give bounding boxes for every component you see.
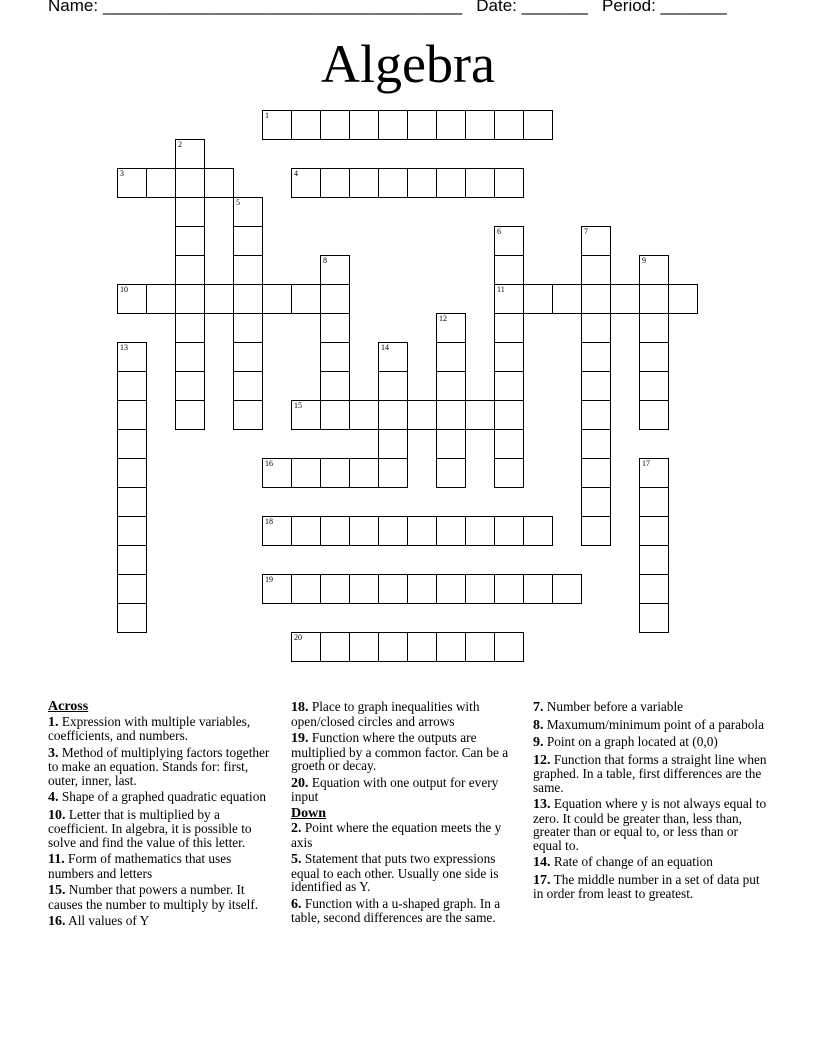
crossword-cell[interactable] [552,574,582,604]
crossword-cell[interactable] [494,110,524,140]
crossword-cell[interactable] [320,110,350,140]
clue-text: Function where the outputs are multiplied by a common factor. Can be a groeth or decay. [291,730,509,773]
down-clue [291,821,521,849]
crossword-cell[interactable] [639,371,669,401]
clue-text: Point where the equation meets the y axis [291,820,502,850]
clues-column-1 [48,700,280,932]
clue-number-label: 7. [533,700,544,715]
crossword-cell[interactable] [494,574,524,604]
clue-number: 4 [294,169,298,178]
date-label: Date: [476,0,517,15]
crossword-cell[interactable] [262,284,292,314]
crossword-cell[interactable] [320,371,350,401]
crossword-cell[interactable] [407,110,437,140]
down-clue [533,797,769,852]
crossword-cell[interactable] [117,545,147,575]
crossword-cell[interactable] [146,284,176,314]
crossword-cell[interactable] [378,458,408,488]
clue-text: Method of multiplying factors together to make an equation. Stands for: first, outer, inner, last. [48,744,270,788]
clue-text: Form of mathematics that uses numbers and letters [48,851,232,881]
clue-number: 16 [265,459,273,468]
crossword-cell[interactable] [175,342,205,372]
crossword-cell[interactable] [291,284,321,314]
clue-number-label: 3. [48,745,59,761]
crossword-cell[interactable] [639,458,669,488]
crossword-cell[interactable] [117,284,147,314]
crossword-cell[interactable] [349,574,379,604]
crossword-cell[interactable] [610,284,640,314]
clue-number: 19 [265,575,273,584]
clue-text: Expression with multiple variables, coefficients, and numbers. [48,713,251,743]
crossword-cell[interactable] [465,168,495,198]
clue-section-heading: Across [48,699,89,714]
crossword-cell[interactable] [436,110,466,140]
crossword-cell[interactable] [639,313,669,343]
crossword-cell[interactable] [233,342,263,372]
clue-number: 5 [236,198,240,207]
across-clue [48,808,280,850]
crossword-cell[interactable] [117,487,147,517]
down-clue [533,855,769,870]
clue-number-label: 18. [291,700,309,715]
crossword-cell[interactable] [233,371,263,401]
crossword-cell[interactable] [175,284,205,314]
crossword-cell[interactable] [436,458,466,488]
across-clue [48,715,280,743]
clue-number-label: 5. [291,852,302,867]
clue-number-label: 11. [48,852,65,867]
clue-number: 1 [265,111,269,120]
clue-number: 13 [120,343,128,352]
clue-number: 11 [497,285,505,294]
clue-text: Rate of change of an equation [550,854,713,869]
crossword-cell[interactable] [320,458,350,488]
crossword-cell[interactable] [436,168,466,198]
crossword-cell[interactable] [117,371,147,401]
crossword-cell[interactable] [233,313,263,343]
crossword-cell[interactable] [320,574,350,604]
clue-text: Equation where y is not always equal to zero. It could be greater than, less than, greater than or equal to, or less than or equal to. [533,796,767,853]
crossword-cell[interactable] [349,168,379,198]
clue-number: 8 [323,256,327,265]
crossword-cell[interactable] [117,458,147,488]
crossword-cell[interactable] [639,574,669,604]
crossword-cell[interactable] [465,632,495,662]
crossword-cell[interactable] [639,400,669,430]
clue-number: 10 [120,285,128,294]
crossword-cell[interactable] [262,516,292,546]
crossword-cell[interactable] [407,632,437,662]
crossword-cell[interactable] [349,516,379,546]
crossword-cell[interactable] [175,197,205,227]
clue-number: 3 [120,169,124,178]
crossword-cell[interactable] [378,400,408,430]
clue-text: Number that powers a number. It causes the number to multiply by itself. [48,882,259,912]
crossword-cell[interactable] [436,371,466,401]
clue-number: 6 [497,227,501,236]
down-clue [533,753,769,795]
across-clue [48,914,280,929]
clue-number-label: 19. [291,731,309,746]
crossword-cell[interactable] [117,400,147,430]
crossword-cell[interactable] [407,574,437,604]
crossword-cell[interactable] [349,632,379,662]
crossword-cell[interactable] [349,400,379,430]
crossword-cell[interactable] [291,458,321,488]
crossword-cell[interactable] [117,168,147,198]
crossword-cell[interactable] [204,168,234,198]
crossword-cell[interactable] [494,342,524,372]
crossword-cell[interactable] [436,516,466,546]
crossword-cell[interactable] [320,516,350,546]
down-clue [533,700,769,715]
crossword-cell[interactable] [465,400,495,430]
crossword-cell[interactable] [117,342,147,372]
crossword-cell[interactable] [523,110,553,140]
crossword-cell[interactable] [320,255,350,285]
clue-text: Number before a variable [543,699,684,714]
crossword-cell[interactable] [639,284,669,314]
crossword-cell[interactable] [146,168,176,198]
crossword-cell[interactable] [349,458,379,488]
crossword-cell[interactable] [349,110,379,140]
clue-number-label: 1. [48,714,59,730]
crossword-cell[interactable] [494,313,524,343]
crossword-cell[interactable] [494,284,524,314]
clue-number-label: 12. [533,752,551,768]
crossword-cell[interactable] [175,168,205,198]
name-label: Name: [48,0,99,15]
across-clue [48,883,280,911]
period-blank[interactable]: _______ [660,0,727,15]
crossword-cell[interactable] [639,342,669,372]
page-title: Algebra [321,34,495,94]
crossword-cell[interactable] [668,284,698,314]
clue-text: Function that forms a straight line when graphed. In a table, first differences are the same. [533,751,767,795]
crossword-cell[interactable] [320,313,350,343]
crossword-cell[interactable] [117,574,147,604]
clue-number: 18 [265,517,273,526]
crossword-cell[interactable] [639,603,669,633]
crossword-cell[interactable] [291,400,321,430]
clue-section-heading: Down [291,805,327,821]
across-clue [291,700,521,728]
clue-number: 17 [642,459,650,468]
clues-column-3 [533,700,769,904]
crossword-cell[interactable] [233,226,263,256]
crossword-cell[interactable] [320,400,350,430]
clue-number-label: 16. [48,914,66,929]
crossword-cell[interactable] [378,429,408,459]
crossword-cell[interactable] [494,255,524,285]
crossword-cell[interactable] [291,516,321,546]
clue-text: The middle number in a set of data put in order from least to greatest. [533,871,760,901]
name-blank[interactable]: ______________________________________ [102,0,463,15]
crossword-cell[interactable] [117,516,147,546]
clue-number-label: 17. [533,872,551,888]
across-clue [291,776,521,804]
crossword-cell[interactable] [378,574,408,604]
clue-text: Statement that puts two expressions equal to each other. Usually one side is identified as Y. [291,851,499,894]
crossword-cell[interactable] [581,371,611,401]
crossword-cell[interactable] [291,168,321,198]
crossword-cell[interactable] [436,632,466,662]
down-clue [533,873,769,901]
crossword-cell[interactable] [117,429,147,459]
crossword-cell[interactable] [639,516,669,546]
crossword-cell[interactable] [407,168,437,198]
across-clue [48,790,280,805]
crossword-cell[interactable] [291,110,321,140]
clue-text: Point on a graph located at (0,0) [543,734,718,749]
clue-number-label: 4. [48,790,59,805]
crossword-cell[interactable] [378,168,408,198]
crossword-cell[interactable] [378,516,408,546]
crossword-cell[interactable] [407,400,437,430]
crossword-cell[interactable] [378,342,408,372]
crossword-cell[interactable] [639,545,669,575]
crossword-cell[interactable] [175,371,205,401]
crossword-cell[interactable] [436,429,466,459]
crossword-cell[interactable] [320,342,350,372]
crossword-cell[interactable] [465,110,495,140]
clue-text: Equation with one output for every input [291,774,499,804]
crossword-cell[interactable] [639,487,669,517]
crossword-cell[interactable] [581,226,611,256]
clue-number-label: 14. [533,855,551,870]
crossword-cell[interactable] [117,603,147,633]
crossword-cell[interactable] [581,429,611,459]
crossword-cell[interactable] [523,284,553,314]
crossword-cell[interactable] [262,110,292,140]
crossword-cell[interactable] [204,284,234,314]
crossword-cell[interactable] [233,284,263,314]
crossword-cell[interactable] [436,400,466,430]
clue-number-label: 20. [291,775,309,791]
crossword-cell[interactable] [581,284,611,314]
clue-text: All values of Y [65,913,150,928]
crossword-cell[interactable] [581,458,611,488]
crossword-cell[interactable] [581,400,611,430]
crossword-cell[interactable] [233,255,263,285]
clue-number-label: 15. [48,883,66,898]
clue-number: 14 [381,343,389,352]
crossword-cell[interactable] [552,284,582,314]
clue-number-label: 6. [291,896,302,912]
clue-number: 12 [439,314,447,323]
down-clue [291,897,521,925]
crossword-cell[interactable] [320,284,350,314]
clue-number: 7 [584,227,588,236]
crossword-cell[interactable] [494,226,524,256]
crossword-cell[interactable] [581,313,611,343]
crossword-cell[interactable] [436,313,466,343]
clue-number: 9 [642,256,646,265]
clue-number: 20 [294,633,302,642]
crossword-cell[interactable] [436,342,466,372]
clue-text: Shape of a graphed quadratic equation [58,789,266,804]
crossword-cell[interactable] [494,458,524,488]
down-clue [291,852,521,894]
crossword-cell[interactable] [494,429,524,459]
clue-number: 2 [178,140,182,149]
clue-number-label: 2. [291,821,302,836]
crossword-cell[interactable] [523,574,553,604]
date-blank[interactable]: _______ [521,0,588,15]
clue-number-label: 13. [533,797,551,812]
crossword-cell[interactable] [233,197,263,227]
crossword-cell[interactable] [523,516,553,546]
clue-number-label: 8. [533,717,544,733]
crossword-cell[interactable] [175,226,205,256]
crossword-cell[interactable] [494,400,524,430]
crossword-cell[interactable] [175,400,205,430]
clues-column-2 [291,700,521,928]
crossword-cell[interactable] [581,516,611,546]
crossword-cell[interactable] [639,255,669,285]
crossword-cell[interactable] [378,371,408,401]
crossword-cell[interactable] [262,458,292,488]
crossword-cell[interactable] [320,632,350,662]
crossword-cell[interactable] [175,255,205,285]
crossword-cell[interactable] [378,110,408,140]
crossword-cell[interactable] [175,139,205,169]
crossword-cell[interactable] [436,574,466,604]
clue-number-label: 10. [48,807,66,823]
clue-text: Function with a u-shaped graph. In a table, second differences are the same. [291,895,501,925]
crossword-cell[interactable] [465,516,495,546]
clue-number-label: 9. [533,735,544,750]
crossword-cell[interactable] [465,574,495,604]
down-clue [533,735,769,750]
crossword-cell[interactable] [407,516,437,546]
clue-text: Letter that is multiplied by a coefficient. In algebra, it is possible to solve and find the value of this letter. [48,806,252,850]
crossword-cell[interactable] [494,632,524,662]
down-clue [533,718,769,733]
crossword-cell[interactable] [291,574,321,604]
crossword-cell[interactable] [494,168,524,198]
crossword-cell[interactable] [581,342,611,372]
crossword-cell[interactable] [175,313,205,343]
student-info-header [48,0,727,16]
across-clue [291,731,521,773]
period-label: Period: [602,0,656,15]
crossword-cell[interactable] [262,574,292,604]
crossword-cell[interactable] [378,632,408,662]
across-clue [48,852,280,880]
crossword-cell[interactable] [494,371,524,401]
crossword-cell[interactable] [581,487,611,517]
crossword-cell[interactable] [494,516,524,546]
clue-number: 15 [294,401,302,410]
crossword-cell[interactable] [581,255,611,285]
across-clue [48,746,280,788]
clue-text: Maxumum/minimum point of a parabola [543,716,764,732]
clue-text: Place to graph inequalities with open/closed circles and arrows [291,699,480,729]
crossword-cell[interactable] [320,168,350,198]
crossword-cell[interactable] [291,632,321,662]
crossword-cell[interactable] [233,400,263,430]
